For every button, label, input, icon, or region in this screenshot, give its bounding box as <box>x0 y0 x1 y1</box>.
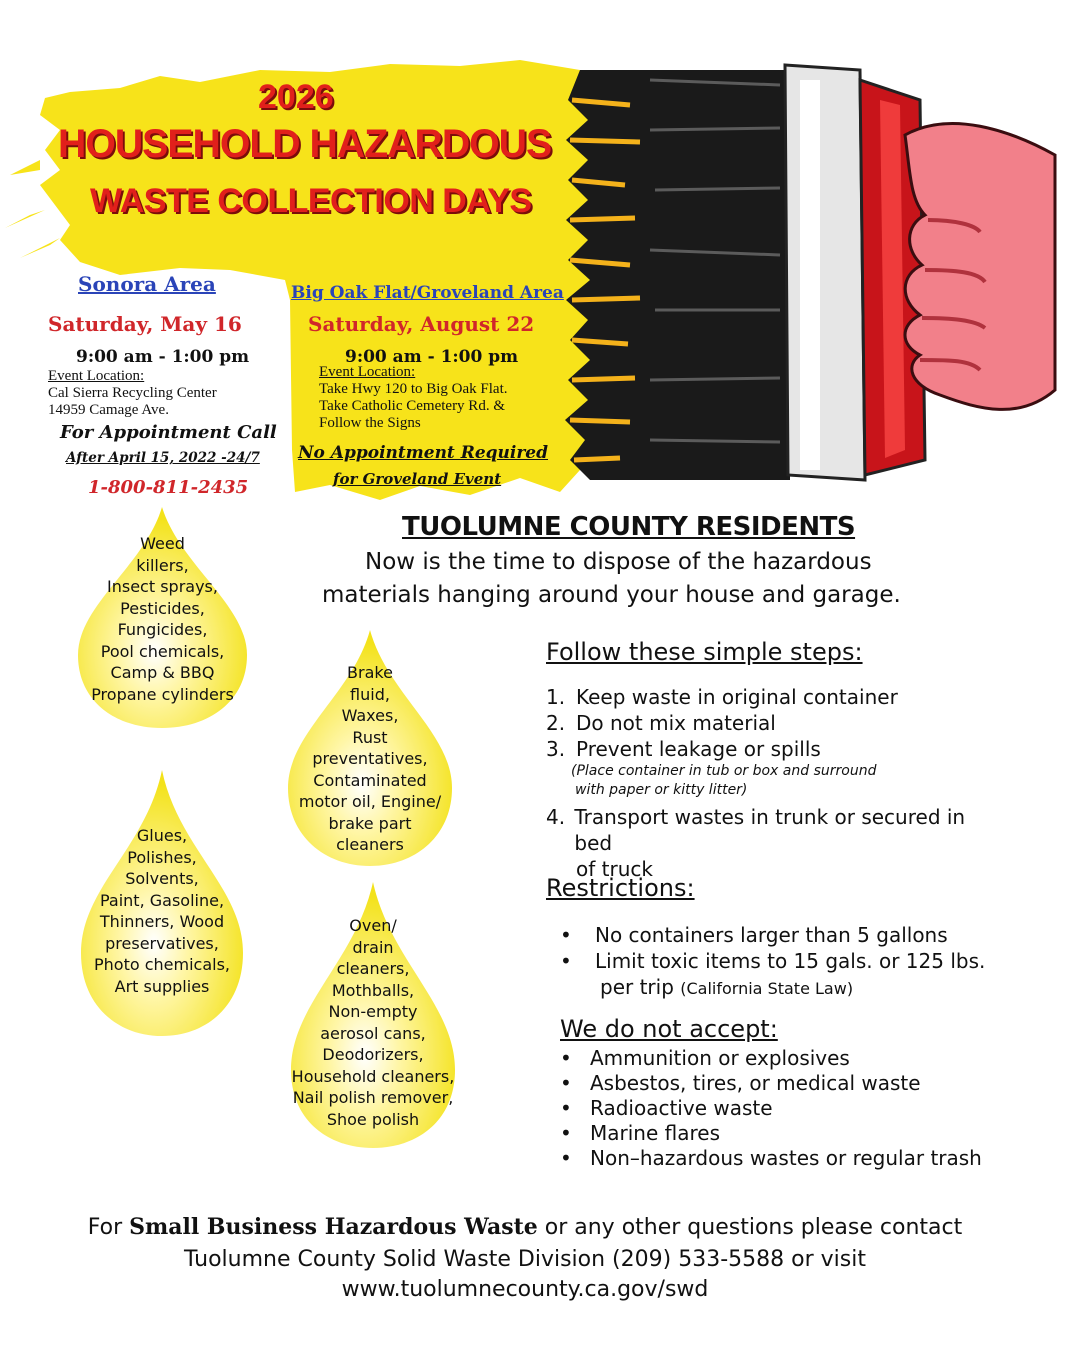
step-text: Keep waste in original container <box>576 685 898 709</box>
residents-heading: TUOLUMNE COUNTY RESIDENTS <box>402 512 856 542</box>
not-accept-item <box>560 1046 1040 1071</box>
footer-website-link[interactable]: www.tuolumnecounty.ca.gov/swd <box>341 1277 709 1302</box>
drop-oven-cleaners-text: Oven/ drain cleaners, Mothballs, Non-empty aerosol cans, Deodorizers, Household cleaners, Nail polish remover, Shoe polish <box>291 916 455 1129</box>
bullet: • <box>560 1146 572 1170</box>
appointment-call-text: For Appointment Call <box>60 422 277 443</box>
step-number: 1. <box>546 685 566 709</box>
footer-post: or any other questions please contact <box>537 1215 963 1240</box>
not-accept-text: Radioactive waste <box>590 1096 773 1120</box>
residents-line1: Now is the time to dispose of the hazardous <box>365 549 872 575</box>
restriction-cont-text: per trip <box>600 975 674 999</box>
restriction-item2-cont <box>560 974 1040 1002</box>
bullet: • <box>560 1096 572 1120</box>
sonora-date: Saturday, May 16 <box>48 312 242 336</box>
bullet: • <box>560 923 572 947</box>
step-number: 2. <box>546 711 566 735</box>
not-accept-text: Asbestos, tires, or medical waste <box>590 1071 921 1095</box>
restriction-item <box>560 948 1040 974</box>
restriction-text: No containers larger than 5 gallons <box>595 923 948 947</box>
step-item <box>546 736 986 762</box>
groveland-location-line1: Take Hwy 120 to Big Oak Flat. <box>319 381 508 397</box>
step-item <box>546 710 986 736</box>
not-accept-heading: We do not accept: <box>560 1015 778 1043</box>
footer-pre: For <box>87 1215 130 1240</box>
groveland-area-link[interactable]: Big Oak Flat/Groveland Area <box>291 283 564 303</box>
groveland-location-label: Event Location: <box>319 364 416 380</box>
restrictions-heading: Restrictions: <box>546 874 695 902</box>
step-text: Transport wastes in trunk or secured in bed <box>574 805 966 855</box>
bullet: • <box>560 1121 572 1145</box>
step-number: 3. <box>546 737 566 761</box>
appointment-phone[interactable]: 1-800-811-2435 <box>88 477 249 498</box>
sonora-area-link[interactable]: Sonora Area <box>78 272 216 296</box>
drop-weed-killers-text: Weed killers, Insect sprays, Pesticides, Fungicides, Pool chemicals, Camp & BBQ Propane cylinders <box>91 534 234 704</box>
restriction-note: (California State Law) <box>680 979 854 998</box>
bullet: • <box>560 1071 572 1095</box>
sonora-location-line2: 14959 Camage Ave. <box>48 402 169 418</box>
step-item4-cont: of truck <box>576 857 653 881</box>
sonora-time: 9:00 am - 1:00 pm <box>76 347 250 367</box>
residents-line2: materials hanging around your house and garage. <box>322 582 901 608</box>
restriction-item <box>560 922 1040 948</box>
step-note-line2: with paper or kitty litter) <box>575 782 748 798</box>
step-text: Prevent leakage or spills <box>576 737 821 761</box>
step-text: Do not mix material <box>576 711 776 735</box>
groveland-location-line2: Take Catholic Cemetery Rd. & <box>319 398 505 414</box>
paintbrush-hand-illustration <box>560 60 1060 500</box>
not-accept-item <box>560 1146 1040 1171</box>
page-subtitle: WASTE COLLECTION DAYS <box>90 182 532 220</box>
footer-line2: Tuolumne County Solid Waste Division (209) 533-5588 or visit <box>184 1247 866 1272</box>
step-number: 4. <box>546 805 566 829</box>
not-accept-item <box>560 1096 1040 1121</box>
groveland-event-text: for Groveland Event <box>333 470 502 488</box>
steps-heading: Follow these simple steps: <box>546 638 863 666</box>
groveland-location-line3: Follow the Signs <box>319 415 421 431</box>
footer-line1 <box>0 1214 1050 1240</box>
not-accept-item <box>560 1071 1040 1096</box>
not-accept-text: Marine flares <box>590 1121 720 1145</box>
restriction-text: Limit toxic items to 15 gals. or 125 lbs. <box>595 949 986 973</box>
sonora-location-label: Event Location: <box>48 368 145 384</box>
not-accept-text: Non–hazardous wastes or regular trash <box>590 1146 982 1170</box>
no-appointment-text: No Appointment Required <box>298 443 549 463</box>
step-item <box>546 804 986 856</box>
not-accept-text: Ammunition or explosives <box>590 1046 850 1070</box>
step-note-line1: (Place container in tub or box and surround <box>571 763 877 779</box>
footer-bold: Small Business Hazardous Waste <box>129 1214 538 1240</box>
page-title: HOUSEHOLD HAZARDOUS <box>58 122 552 166</box>
bullet: • <box>560 949 572 973</box>
drop-brake-fluid-text: Brake fluid, Waxes, Rust preventatives, Contaminated motor oil, Engine/ brake part cleaners <box>298 663 442 854</box>
groveland-date: Saturday, August 22 <box>308 312 535 336</box>
event-year: 2026 <box>258 78 334 116</box>
not-accept-item <box>560 1121 1040 1146</box>
appointment-after-date: After April 15, 2022 -24/7 <box>66 450 260 466</box>
groveland-time: 9:00 am - 1:00 pm <box>345 347 519 367</box>
drop-glues-text: Glues, Polishes, Solvents, Paint, Gasoline, Thinners, Wood preservatives, Photo chemicals, Art supplies <box>93 826 230 996</box>
step-item <box>546 684 986 710</box>
bullet: • <box>560 1046 572 1070</box>
sonora-location-line1: Cal Sierra Recycling Center <box>48 385 217 401</box>
